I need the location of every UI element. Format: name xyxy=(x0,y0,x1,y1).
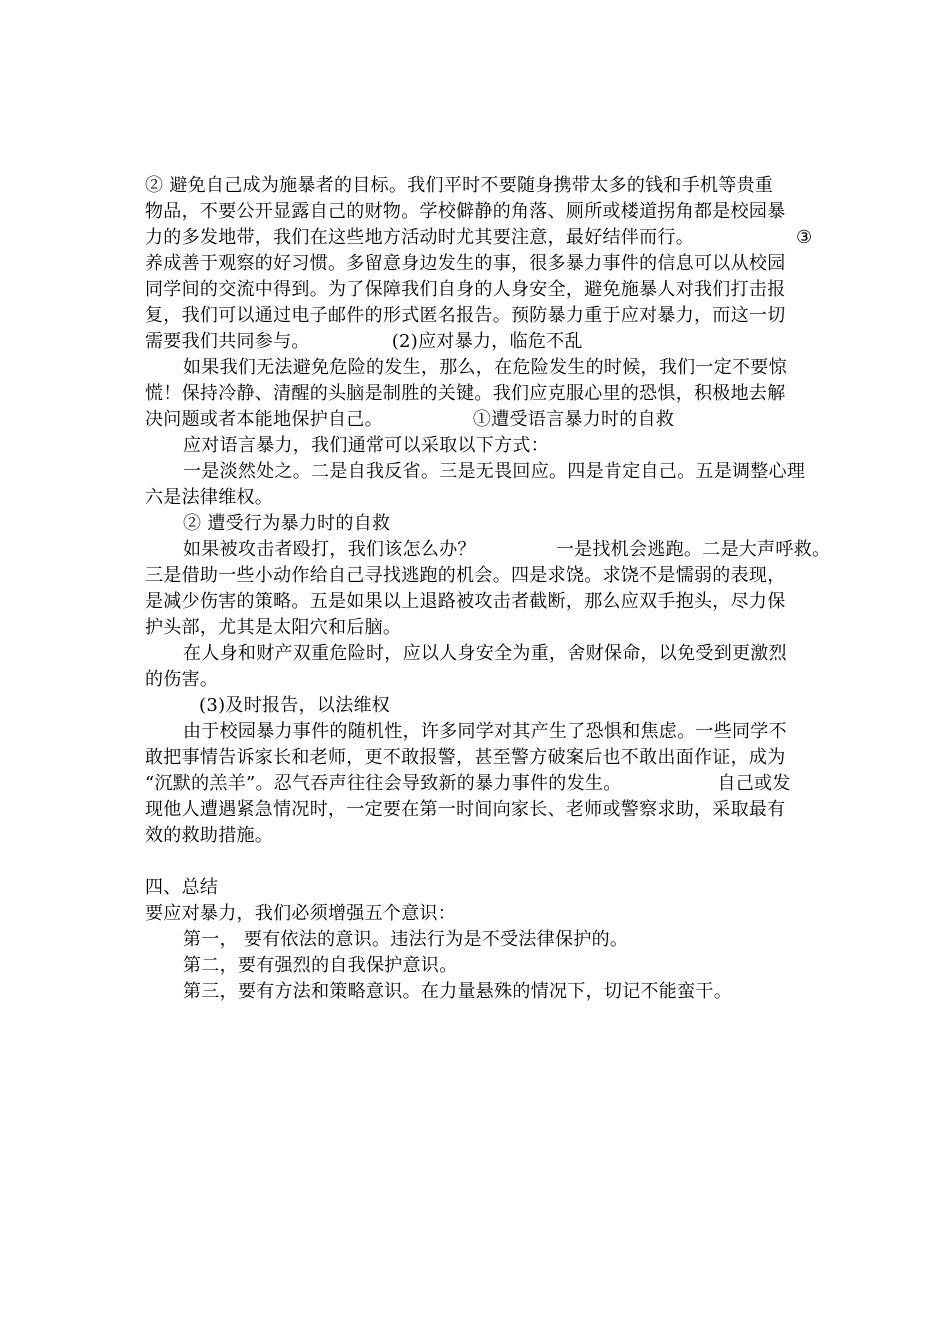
line-text: 现他人遭遇紧急情况时，一定要在第一时间向家长、老师或警察求助，采取最有 xyxy=(145,799,786,820)
paragraph-line xyxy=(183,433,549,459)
paragraph-line xyxy=(145,407,674,433)
list-item xyxy=(183,927,628,953)
section-heading-line xyxy=(199,693,390,719)
line-text: 是减少伤害的策略。五是如果以上退路被攻击者截断，那么应双手抱头，尽力保 xyxy=(145,591,786,612)
paragraph-line xyxy=(145,589,786,615)
line-text: 复，我们可以通过电子邮件的形式匿名报告。预防暴力重于应对暴力，而这一切 xyxy=(145,305,786,326)
sub-heading-line xyxy=(183,511,390,537)
line-text: 在人身和财产双重危险时，应以人身安全为重，舍财保命，以免受到更激烈 xyxy=(183,643,787,664)
paragraph-line xyxy=(145,251,786,277)
line-text: 要应对暴力，我们必须增强五个意识： xyxy=(145,903,457,924)
line-text: 效的救助措施。 xyxy=(145,825,274,846)
line-text: 第一， 要有依法的意识。违法行为是不受法律保护的。 xyxy=(183,929,629,950)
paragraph-line xyxy=(145,173,773,199)
paragraph-line xyxy=(145,381,786,407)
paragraph-line xyxy=(145,823,273,849)
paragraph-line xyxy=(145,771,791,797)
line-text: 第二，要有强烈的自我保护意识。 xyxy=(183,955,458,976)
line-text: 应对语言暴力，我们通常可以采取以下方式： xyxy=(183,435,549,456)
line-text: 一是淡然处之。二是自我反省。三是无畏回应。四是肯定自己。五是调整心理 xyxy=(183,461,806,482)
list-item xyxy=(183,953,458,979)
paragraph-line xyxy=(145,667,218,693)
paragraph-line xyxy=(145,797,786,823)
paragraph-line xyxy=(183,459,805,485)
paragraph-line xyxy=(145,563,786,589)
line-text: 一是找机会逃跑。二是大声呼救。 xyxy=(555,539,831,560)
paragraph-line xyxy=(183,641,787,667)
line-text: 力的多发地带，我们在这些地方活动时尤其要注意，最好结伴而行。 xyxy=(145,227,694,248)
paragraph-line xyxy=(145,615,401,641)
section-heading: (3)及时报告，以法维权 xyxy=(199,695,391,716)
line-text: 三是借助一些小动作给自己寻找逃跑的机会。四是求饶。求饶不是懦弱的表现， xyxy=(145,565,786,586)
line-text: 六是法律维权。 xyxy=(145,487,274,508)
section-title-text: 四、总结 xyxy=(145,877,219,898)
line-text: 需要我们共同参与。 xyxy=(145,331,310,352)
line-text: 自己或发 xyxy=(717,773,791,794)
paragraph-line xyxy=(145,199,786,225)
paragraph-line xyxy=(145,901,456,927)
line-text: ③ xyxy=(796,227,813,248)
line-text: 敢把事情告诉家长和老师，更不敢报警，甚至警方破案后也不敢出面作证，成为 xyxy=(145,747,786,768)
line-text: 慌！保持冷静、清醒的头脑是制胜的关键。我们应克服心里的恐惧，积极地去解 xyxy=(145,383,786,404)
line-text: 如果被攻击者殴打，我们该怎么办？ xyxy=(183,539,476,560)
list-item xyxy=(183,979,732,1005)
line-text: 物品，不要公开显露自己的财物。学校僻静的角落、厕所或楼道拐角都是校园暴 xyxy=(145,201,786,222)
paragraph-line xyxy=(183,719,787,745)
line-text: 决问题或者本能地保护自己。 xyxy=(145,409,383,430)
line-text: 由于校园暴力事件的随机性，许多同学对其产生了恐惧和焦虑。一些同学不 xyxy=(183,721,787,742)
line-text: ② 避免自己成为施暴者的目标。我们平时不要随身携带太多的钱和手机等贵重 xyxy=(145,175,774,196)
paragraph-line xyxy=(145,303,786,329)
line-text: “沉默的羔羊”。忍气吞声往往会导致新的暴力事件的发生。 xyxy=(145,773,622,794)
line-text: 护头部，尤其是太阳穴和后脑。 xyxy=(145,617,402,638)
paragraph-line xyxy=(145,745,786,771)
paragraph-line xyxy=(183,537,830,563)
paragraph-line xyxy=(145,277,786,303)
paragraph-line xyxy=(145,225,812,251)
line-text: 如果我们无法避免危险的发生，那么，在危险发生的时候，我们一定不要惊 xyxy=(183,357,787,378)
paragraph-line xyxy=(183,355,787,381)
line-text: 第三，要有方法和策略意识。在力量悬殊的情况下，切记不能蛮干。 xyxy=(183,981,732,1002)
section-title xyxy=(145,875,218,901)
paragraph-line xyxy=(145,485,273,511)
sub-heading: ①遭受语言暴力时的自救 xyxy=(472,409,675,430)
line-text: 同学间的交流中得到。为了保障我们自身的人身安全，避免施暴人对我们打击报 xyxy=(145,279,786,300)
section-heading: (2)应对暴力，临危不乱 xyxy=(391,331,583,352)
line-text: 的伤害。 xyxy=(145,669,219,690)
sub-heading: ② 遭受行为暴力时的自救 xyxy=(183,513,391,534)
paragraph-line xyxy=(145,329,583,355)
line-text: 养成善于观察的好习惯。多留意身边发生的事，很多暴力事件的信息可以从校园 xyxy=(145,253,786,274)
